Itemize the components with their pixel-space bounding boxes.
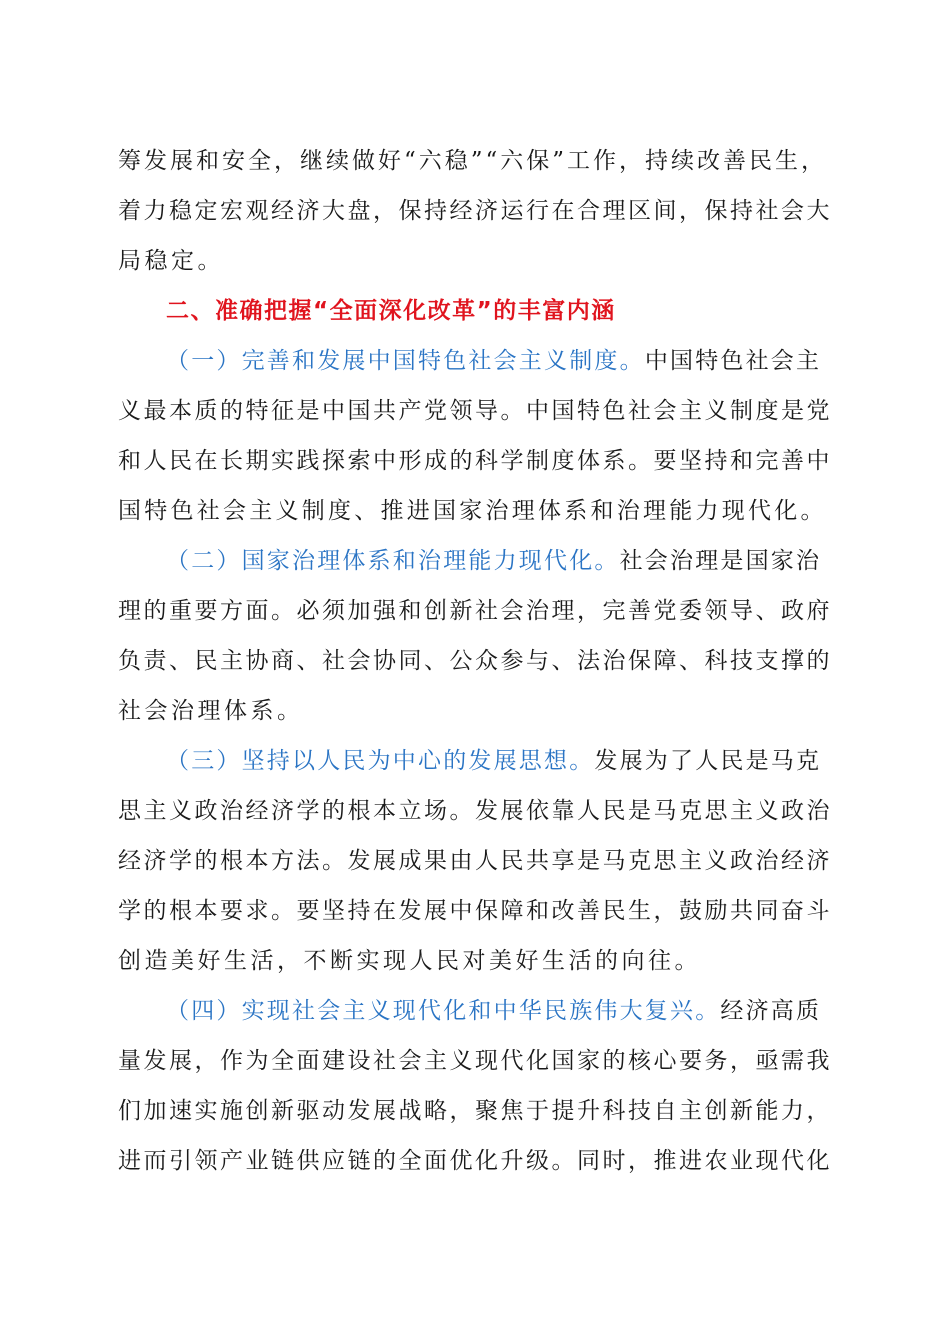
subheading: （一）完善和发展中国特色社会主义制度。 xyxy=(166,348,645,374)
body-text-line: 理的重要方面。必须加强和创新社会治理，完善党委领导、政府 xyxy=(118,598,832,624)
body-text: 经济高质 xyxy=(720,998,822,1024)
body-text-line: 局稳定。 xyxy=(118,248,224,274)
paragraph-first-line xyxy=(166,536,832,586)
subheading: （四）实现社会主义现代化和中华民族伟大复兴。 xyxy=(166,998,721,1024)
body-text: 发展为了人民是马克 xyxy=(594,748,822,774)
paragraph-first-line xyxy=(166,336,832,386)
body-text-line: 义最本质的特征是中国共产党领导。中国特色社会主义制度是党 xyxy=(118,398,832,424)
body-text-line: 筹发展和安全，继续做好“六稳”“六保”工作，持续改善民生， xyxy=(118,148,828,174)
paragraph-first-line xyxy=(166,736,832,786)
body-text: 社会治理是国家治 xyxy=(619,548,822,574)
subheading: （二）国家治理体系和治理能力现代化。 xyxy=(166,548,620,574)
body-text-line: 思主义政治经济学的根本立场。发展依靠人民是马克思主义政治 xyxy=(118,798,832,824)
body-text-line: 经济学的根本方法。发展成果由人民共享是马克思主义政治经济 xyxy=(118,848,832,874)
body-text-line: 量发展，作为全面建设社会主义现代化国家的核心要务，亟需我 xyxy=(118,1048,832,1074)
paragraph-first-line xyxy=(166,986,832,1036)
body-text: 中国特色社会主 xyxy=(644,348,822,374)
body-text-line: 和人民在长期实践探索中形成的科学制度体系。要坚持和完善中 xyxy=(118,448,832,474)
body-text-line: 进而引领产业链供应链的全面优化升级。同时，推进农业现代化 xyxy=(118,1148,832,1174)
subheading: （三）坚持以人民为中心的发展思想。 xyxy=(166,748,595,774)
body-text-line: 创造美好生活，不断实现人民对美好生活的向往。 xyxy=(118,948,701,974)
body-text-line: 着力稳定宏观经济大盘，保持经济运行在合理区间，保持社会大 xyxy=(118,198,832,224)
section-heading: 二、准确把握“全面深化改革”的丰富内涵 xyxy=(166,298,616,324)
body-text-line: 社会治理体系。 xyxy=(118,698,304,724)
body-text-line: 国特色社会主义制度、推进国家治理体系和治理能力现代化。 xyxy=(118,498,827,524)
body-text-line: 们加速实施创新驱动发展战略，聚焦于提升科技自主创新能力， xyxy=(118,1098,832,1124)
body-text-line: 学的根本要求。要坚持在发展中保障和改善民生，鼓励共同奋斗 xyxy=(118,898,832,924)
body-text-line: 负责、民主协商、社会协同、公众参与、法治保障、科技支撑的 xyxy=(118,648,832,674)
